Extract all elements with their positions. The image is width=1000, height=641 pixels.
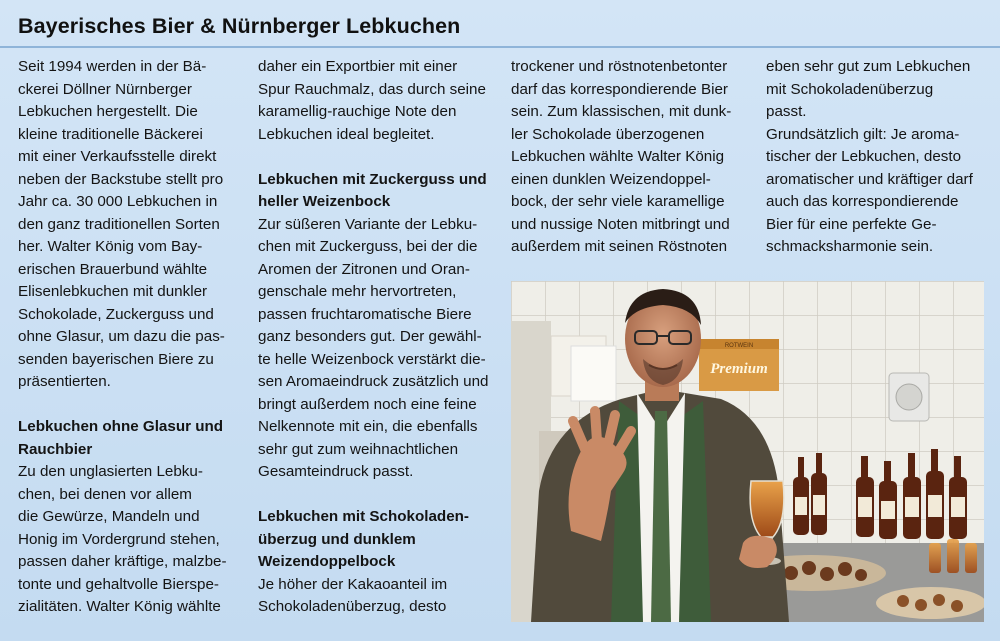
section-heading-line: überzug und dunklem (258, 530, 416, 548)
body-text-line: ler Schokolade überzogenen (511, 125, 705, 143)
body-text-line: Zur süßeren Variante der Lebku- (258, 215, 478, 233)
body-text-line (18, 394, 250, 417)
body-text-line: bringt außerdem noch eine feine (258, 395, 477, 413)
body-text-line: Je höher der Kakaoanteil im (258, 575, 448, 593)
body-text-line: den ganz traditionellen Sorten (18, 215, 220, 233)
body-text-line: und nussige Noten mitbringt und (511, 215, 730, 233)
section-heading-line: heller Weizenbock (258, 193, 391, 210)
body-text-line: die Gewürze, Mandeln und (18, 508, 200, 525)
body-text-line: ckerei Döllner Nürnberger (18, 80, 192, 98)
body-text-line: passen fruchtaromatische Biere (258, 305, 472, 323)
body-text-line: präsentierten. (18, 373, 111, 390)
body-text-line: trockener und röstnotenbetonter (511, 58, 728, 75)
body-text-line: passen daher kräftige, malzbe- (18, 553, 227, 570)
body-text-line: chen, bei denen vor allem (18, 485, 192, 503)
section-heading-line: Lebkuchen mit Zuckerguss und (258, 170, 487, 188)
body-text-line: Bier für eine perfekte Ge- (766, 215, 937, 233)
section-heading-line: Lebkuchen ohne Glasur und (18, 418, 224, 435)
body-text-line (258, 146, 494, 169)
body-text-line: sein. Zum klassischen, mit dunk- (511, 103, 732, 120)
section-heading-line: Rauchbier (18, 440, 93, 458)
body-text-line: genschale mehr hervortreten, (258, 283, 457, 300)
body-text-line: auch das korrespondierende (766, 193, 959, 210)
text-column-2 (258, 56, 494, 619)
body-text-line: Spur Rauchmalz, das durch seine (258, 80, 486, 98)
body-text-line: tonte und gehaltvolle Bierspe- (18, 575, 219, 593)
body-text-line: eben sehr gut zum Lebkuchen (766, 58, 971, 75)
body-text-line: Gesamteindruck passt. (258, 463, 414, 480)
body-text-line: aromatischer und kräftiger darf (766, 170, 973, 188)
body-text-line: sen Aromaeindruck zusätzlich und (258, 373, 489, 390)
body-text-line: Jahr ca. 30 000 Lebkuchen in (18, 193, 218, 210)
body-text-line: senden bayerischen Biere zu (18, 350, 214, 368)
article-title: Bayerisches Bier & Nürnberger Lebkuchen (18, 14, 461, 38)
body-text-line: Elisenlebkuchen mit dunkler (18, 283, 208, 300)
body-text-line: te helle Weizenbock verstärkt die- (258, 350, 486, 368)
body-text-line: Zu den unglasierten Lebku- (18, 463, 203, 480)
body-text-line: bock, der sehr viele karamellige (511, 193, 725, 210)
section-heading-line: Lebkuchen mit Schokoladen- (258, 508, 469, 525)
body-text-line: Nelkennote mit ein, die ebenfalls (258, 418, 478, 435)
body-text-line: erischen Brauerbund wählte (18, 260, 208, 278)
body-text-line (258, 484, 494, 507)
body-text-line: darf das korrespondierende Bier (511, 80, 728, 98)
body-text-line: Honig im Vordergrund stehen, (18, 530, 220, 548)
photo-presenter-with-beer (511, 281, 984, 622)
body-text-line: Schokoladenüberzug, desto (258, 598, 447, 615)
body-text-line: mit Schokoladenüberzug (766, 80, 934, 98)
carton-label: Premium (710, 361, 768, 377)
body-text-line: zialitäten. Walter König wählte (18, 598, 221, 615)
body-text-line: her. Walter König vom Bay- (18, 238, 203, 255)
body-text-line: Lebkuchen wählte Walter König (511, 148, 725, 165)
body-text-line: Seit 1994 werden in der Bä- (18, 58, 207, 75)
body-text-line: Lebkuchen ideal begleitet. (258, 125, 435, 143)
body-text-line: passt. (766, 103, 807, 120)
carton-top-text: ROTWEIN (724, 343, 754, 349)
body-text-line: außerdem mit seinen Röstnoten (511, 238, 728, 255)
body-text-line: sehr gut zum weihnachtlichen (258, 440, 459, 458)
title-divider (0, 46, 1000, 48)
body-text-line: karamellig-rauchige Note den (258, 103, 457, 120)
text-column-1 (18, 56, 250, 619)
body-text-line: kleine traditionelle Bäckerei (18, 125, 203, 143)
body-text-line: ohne Glasur, um dazu die pas- (18, 328, 225, 345)
body-text-line: chen mit Zuckerguss, bei der die (258, 238, 478, 255)
body-text-line: tischer der Lebkuchen, desto (766, 148, 962, 165)
body-text-line: Schokolade, Zuckerguss und (18, 305, 214, 323)
body-text-line: daher ein Exportbier mit einer (258, 58, 458, 75)
body-text-line: schmacksharmonie sein. (766, 238, 934, 255)
body-text-line: einen dunklen Weizendoppel- (511, 170, 711, 188)
body-text-line: ganz besonders gut. Der gewähl- (258, 328, 482, 345)
body-text-line: mit einer Verkaufsstelle direkt (18, 148, 217, 165)
body-text-line: Grundsätzlich gilt: Je aroma- (766, 125, 960, 143)
text-column-3 (511, 56, 751, 259)
body-text-line: Aromen der Zitronen und Oran- (258, 260, 470, 278)
body-text-line: neben der Backstube stellt pro (18, 170, 224, 188)
text-column-4 (766, 56, 991, 259)
section-heading-line: Weizendoppelbock (258, 553, 396, 570)
body-text-line: Lebkuchen hergestellt. Die (18, 103, 198, 120)
